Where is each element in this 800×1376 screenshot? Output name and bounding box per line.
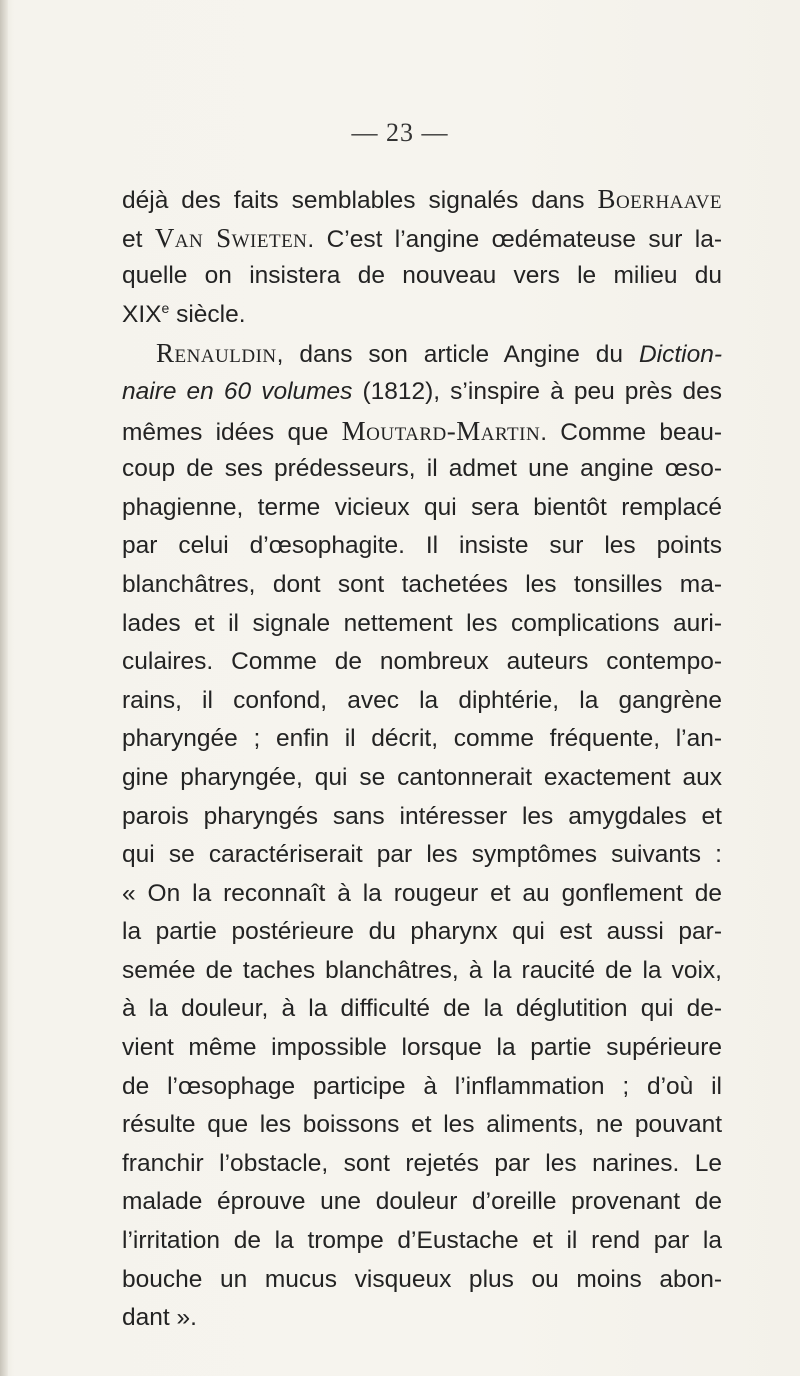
text-line	[122, 836, 722, 875]
text-line	[122, 1222, 722, 1261]
text-run: la partie postérieure du pharynx qui est aussi par-	[122, 918, 722, 946]
text-line	[122, 1183, 722, 1222]
text-run: quelle on insistera de nouveau vers le milieu du	[122, 262, 722, 290]
text-run: phagienne, terme vicieux qui sera bientôt remplacé	[122, 493, 722, 521]
text-run: (1812), s’inspire à peu près des	[352, 377, 722, 405]
paragraph	[122, 334, 722, 1337]
text-line	[122, 913, 722, 952]
text-line	[122, 1145, 722, 1184]
text-line	[122, 180, 722, 219]
text-line	[122, 643, 722, 682]
text-line	[122, 1299, 722, 1338]
page-binding-edge	[0, 0, 8, 1376]
text-run: déjà des faits semblables signalés dans	[122, 187, 598, 214]
text-line	[122, 219, 722, 258]
text-run: . Comme beau-	[540, 418, 722, 446]
italic-title: Diction-	[638, 341, 722, 369]
text-line	[122, 605, 722, 644]
text-line	[122, 296, 722, 335]
text-run: l’irritation de la trompe d’Eustache et il rend par la	[122, 1227, 722, 1255]
text-line	[122, 952, 722, 991]
text-run: gine pharyngée, qui se cantonnerait exactement aux	[122, 763, 722, 791]
body-text	[122, 180, 722, 1338]
text-run: à la douleur, à la difficulté de la déglutition qui de-	[122, 995, 722, 1023]
text-run: lades et il signale nettement les complications auri-	[122, 609, 722, 637]
text-run: qui se caractériserait par les symptômes suivants :	[122, 841, 722, 869]
text-line	[122, 527, 722, 566]
text-line	[122, 798, 722, 837]
text-line	[122, 450, 722, 489]
text-run: malade éprouve une douleur d’oreille provenant de	[122, 1188, 722, 1216]
text-line	[122, 682, 722, 721]
text-run: pharyngée ; enfin il décrit, comme fréquente, l’an-	[122, 725, 722, 753]
text-run: , dans son article Angine du	[276, 341, 639, 369]
text-line	[122, 257, 722, 296]
text-run: . C’est l’angine œdémateuse sur la-	[307, 225, 722, 253]
author-name: Renauldin	[156, 338, 277, 369]
text-line	[122, 412, 722, 451]
text-line	[122, 1261, 722, 1300]
text-run: culaires. Comme de nombreux auteurs contempo-	[122, 648, 722, 676]
text-run: de l’œsophage participe à l’inflammation ; d’où il	[122, 1072, 722, 1100]
text-line	[122, 720, 722, 759]
author-name: Moutard-Martin	[341, 415, 541, 446]
author-name: Boerhaave	[597, 184, 722, 214]
text-run: siècle.	[169, 300, 246, 328]
text-line	[122, 373, 722, 412]
italic-title: naire en 60 volumes	[122, 377, 353, 405]
text-line	[122, 334, 722, 373]
text-line	[122, 990, 722, 1029]
text-run: e	[161, 299, 170, 316]
text-line	[122, 1029, 722, 1068]
paragraph	[122, 180, 722, 334]
text-run: XIX	[122, 300, 162, 328]
text-line	[122, 1068, 722, 1107]
text-line	[122, 1106, 722, 1145]
text-run: résulte que les boissons et les aliments, ne pouvant	[122, 1111, 722, 1139]
text-run: par celui d’œsophagite. Il insiste sur les points	[122, 532, 722, 560]
text-run: dant ».	[122, 1304, 197, 1332]
text-run: « On la reconnaît à la rougeur et au gonflement de	[122, 879, 722, 907]
text-run: coup de ses prédesseurs, il admet une angine œso-	[122, 455, 722, 483]
text-run: semée de taches blanchâtres, à la raucité de la voix,	[122, 956, 722, 984]
text-run: mêmes idées que	[122, 418, 342, 446]
page-number: — 23 —	[351, 118, 449, 147]
text-line	[122, 566, 722, 605]
text-run: et	[122, 225, 155, 253]
text-line	[122, 759, 722, 798]
text-run: parois pharyngés sans intéresser les amygdales et	[122, 802, 722, 830]
text-line	[122, 875, 722, 914]
text-run: rains, il confond, avec la diphtérie, la gangrène	[122, 686, 722, 714]
text-run: franchir l’obstacle, sont rejetés par les narines. Le	[122, 1149, 722, 1177]
text-line	[122, 489, 722, 528]
author-name: Van Swieten	[154, 222, 308, 253]
text-run: blanchâtres, dont sont tachetées les tonsilles ma-	[122, 570, 722, 598]
text-run: bouche un mucus visqueux plus ou moins abon-	[122, 1265, 722, 1293]
text-run: vient même impossible lorsque la partie supérieure	[122, 1034, 722, 1062]
